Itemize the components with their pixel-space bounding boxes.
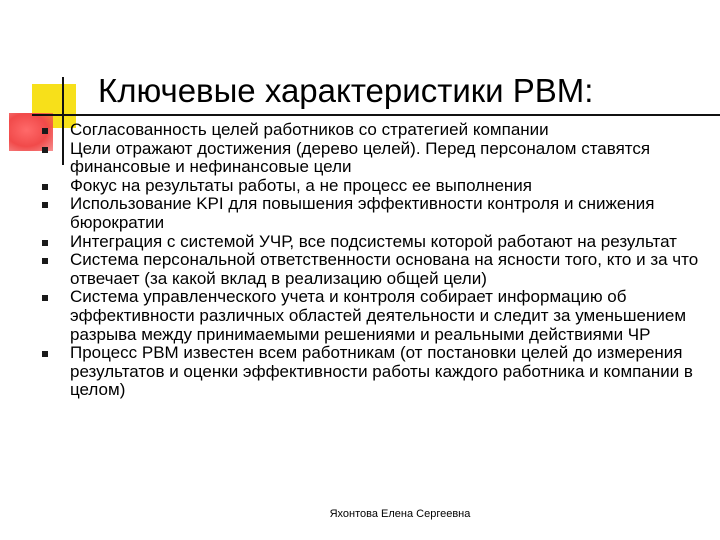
bullet-item (40, 288, 710, 344)
bullet-item (40, 140, 710, 177)
square-bullet-icon (42, 351, 48, 357)
bullet-item (40, 251, 710, 288)
bullet-text: Система управленческого учета и контроля собирает информацию об эффективности различных областей деятельности и следит за уменьшением разрыва между принимаемыми решениями и реальными действиями ЧР (70, 287, 687, 344)
slide-footer-author: Яхонтова Елена Сергеевна (329, 508, 471, 520)
bullet-item (40, 344, 710, 400)
decor-horizontal-line (32, 114, 720, 116)
bullet-item (40, 233, 710, 252)
square-bullet-icon (42, 202, 48, 208)
bullet-text: Фокус на результаты работы, а не процесс ее выполнения (70, 175, 533, 195)
square-bullet-icon (42, 295, 48, 301)
bullet-item (40, 177, 710, 196)
bullet-item (40, 195, 710, 232)
bullet-text: Согласованность целей работников со стратегией компании (70, 120, 549, 139)
square-bullet-icon (42, 184, 48, 190)
slide-title: Ключевые характеристики РВМ: (98, 72, 594, 109)
square-bullet-icon (42, 128, 48, 134)
square-bullet-icon (42, 258, 48, 264)
square-bullet-icon (42, 147, 48, 153)
bullet-text: Система персональной ответственности основана на ясности того, кто и за что отвечает (за какой вклад в реализацию общей цели) (70, 250, 699, 288)
bullet-text: Использование KPI для повышения эффективности контроля и снижения бюрократии (70, 194, 655, 232)
bullet-text: Цели отражают достижения (дерево целей). Перед персоналом ставятся финансовые и нефинансовые цели (70, 138, 651, 177)
bullet-item (40, 121, 710, 140)
bullet-list (40, 121, 710, 400)
square-bullet-icon (42, 240, 48, 246)
bullet-text: Интеграция с системой УЧР, все подсистемы которой работают на результат (70, 231, 677, 251)
bullet-text: Процесс РВМ известен всем работникам (от постановки целей до измерения результатов и оценки эффективности работы каждого работника и компании в целом) (70, 343, 693, 400)
